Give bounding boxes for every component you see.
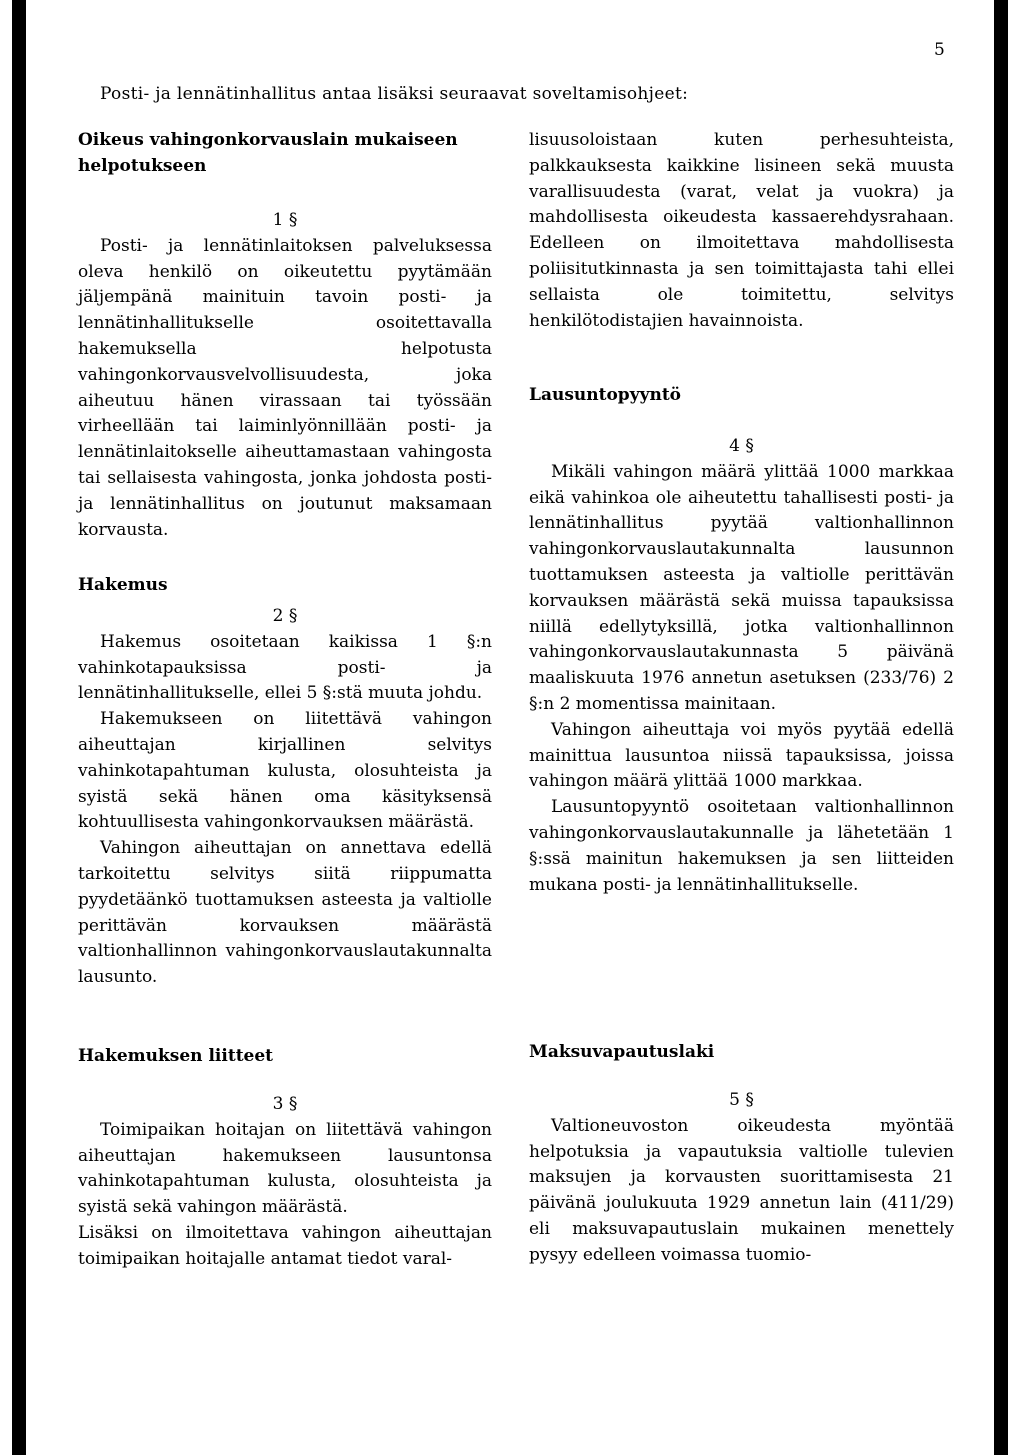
section-2-heading: Hakemus [78, 575, 168, 595]
section-3-body [78, 1092, 492, 1273]
continuation-text [529, 128, 954, 334]
right-margin-bar [994, 0, 1008, 1455]
section-5-number: 5 § [729, 1090, 754, 1110]
section-2 [78, 573, 492, 599]
section-1-body [78, 208, 492, 543]
section-4-paragraph-1: Mikäli vahingon määrä ylittää 1000 markkaa eikä vahinkoa ole aiheutettu tahallisesti posti- ja lennätinhallitus pyytää valtionhallinnon vahingonkorvauslautakunnalta lausunnon tuottamuksen asteesta ja valtiolle perittävän korvauksen määrästä sekä muissa tapauksissa niillä edellytyksillä, jotka valtionhallinnon vahingonkorvauslautakunnasta 5 päivänä maaliskuuta 1976 annetun asetuksen (233/76) 2 §:n 2 momentissa mainitaan. [529, 461, 954, 714]
section-4-paragraph-2: Vahingon aiheuttaja voi myös pyytää edellä mainittua lausuntoa niissä tapauksissa, joissa vahingon määrä ylittää 1000 markkaa. [529, 719, 954, 792]
section-5-paragraph-1: Valtioneuvoston oikeudesta myöntää helpotuksia ja vapautuksia valtiolle tulevien maksujen ja korvausten suorittamisesta 21 päivänä joulukuuta 1929 annetun lain (411/29) eli maksuvapautuslain mukainen menettely pysyy edelleen voimassa tuomio- [529, 1115, 954, 1265]
section-4-paragraph-3: Lausuntopyyntö osoitetaan valtionhallinnon vahingonkorvauslautakunnalle ja lähetetään 1 §:ssä mainitun hakemuksen ja sen liitteiden mukana posti- ja lennätinhallitukselle. [529, 797, 954, 895]
section-1-number: 1 § [272, 210, 298, 230]
section-4-heading: Lausuntopyyntö [529, 385, 682, 405]
section-3-heading: Hakemuksen liitteet [78, 1046, 274, 1066]
section-3-paragraph-2: Lisäksi on ilmoitettava vahingon aiheuttajan toimipaikan hoitajalle antamat tiedot varal- [78, 1222, 492, 1269]
section-5 [529, 1040, 954, 1066]
page-number: 5 [934, 40, 945, 60]
continuation-paragraph: lisuusoloistaan kuten perhesuhteista, palkkauksesta kaikkine lisineen sekä muusta varallisuudesta (varat, velat ja vuokra) ja mahdollisesta oikeudesta kassaerehdysrahaan. Edelleen on ilmoitettava mahdollisesta poliisitutkinnasta ja sen toimittajasta tahi ellei sellaista ole toimitettu, selvitys henkilötodistajien havainnoista. [529, 130, 954, 331]
section-1-heading: Oikeus vahingonkorvauslain mukaiseen helpotukseen [78, 130, 458, 176]
section-2-paragraph-3: Vahingon aiheuttajan on annettava edellä tarkoitettu selvitys siitä riippumatta pyydetäänkö tuottamuksen asteesta ja valtiolle perittävän korvauksen määrästä valtionhallinnon vahingonkorvauslautakunnalta lausunto. [78, 838, 492, 988]
intro-line: Posti- ja lennätinhallitus antaa lisäksi seuraavat soveltamisohjeet: [100, 84, 689, 104]
section-2-number: 2 § [272, 606, 298, 626]
section-4-body [529, 434, 954, 898]
section-2-paragraph-2: Hakemukseen on liitettävä vahingon aiheuttajan kirjallinen selvitys vahinkotapahtuman kulusta, olosuhteista ja syistä sekä hänen oma käsityksensä kohtuullisesta vahingonkorvauksen määrästä. [78, 709, 492, 833]
section-3 [78, 1044, 492, 1070]
section-4 [529, 383, 954, 409]
section-2-body [78, 604, 492, 991]
section-4-number: 4 § [729, 436, 754, 456]
section-3-paragraph-1: Toimipaikan hoitajan on liitettävä vahingon aiheuttajan hakemukseen lausuntonsa vahinkotapahtuman kulusta, olosuhteista ja syistä sekä vahingon määrästä. [78, 1119, 492, 1218]
section-5-body [529, 1088, 954, 1269]
section-1 [78, 128, 492, 180]
section-3-number: 3 § [272, 1094, 298, 1114]
section-1-paragraph: Posti- ja lennätinlaitoksen palveluksessa oleva henkilö on oikeutettu pyytämään jäljempänä mainituin tavoin posti- ja lennätinhallitukselle osoitettavalla hakemuksella helpotusta vahingonkorvausvelvollisuudesta, joka aiheutuu hänen virassaan tai työssään virheellään tai laiminlyönnillään posti- ja lennätinlaitokselle aiheuttamastaan vahingosta tai sellaisesta vahingosta, jonka johdosta posti- ja lennätinhallitus on joutunut maksamaan korvausta. [78, 235, 492, 540]
left-margin-bar [12, 0, 26, 1455]
section-5-heading: Maksuvapautuslaki [529, 1042, 715, 1062]
section-2-paragraph-1: Hakemus osoitetaan kaikissa 1 §:n vahinkotapauksissa posti- ja lennätinhallitukselle, ellei 5 §:stä muuta johdu. [78, 631, 492, 704]
